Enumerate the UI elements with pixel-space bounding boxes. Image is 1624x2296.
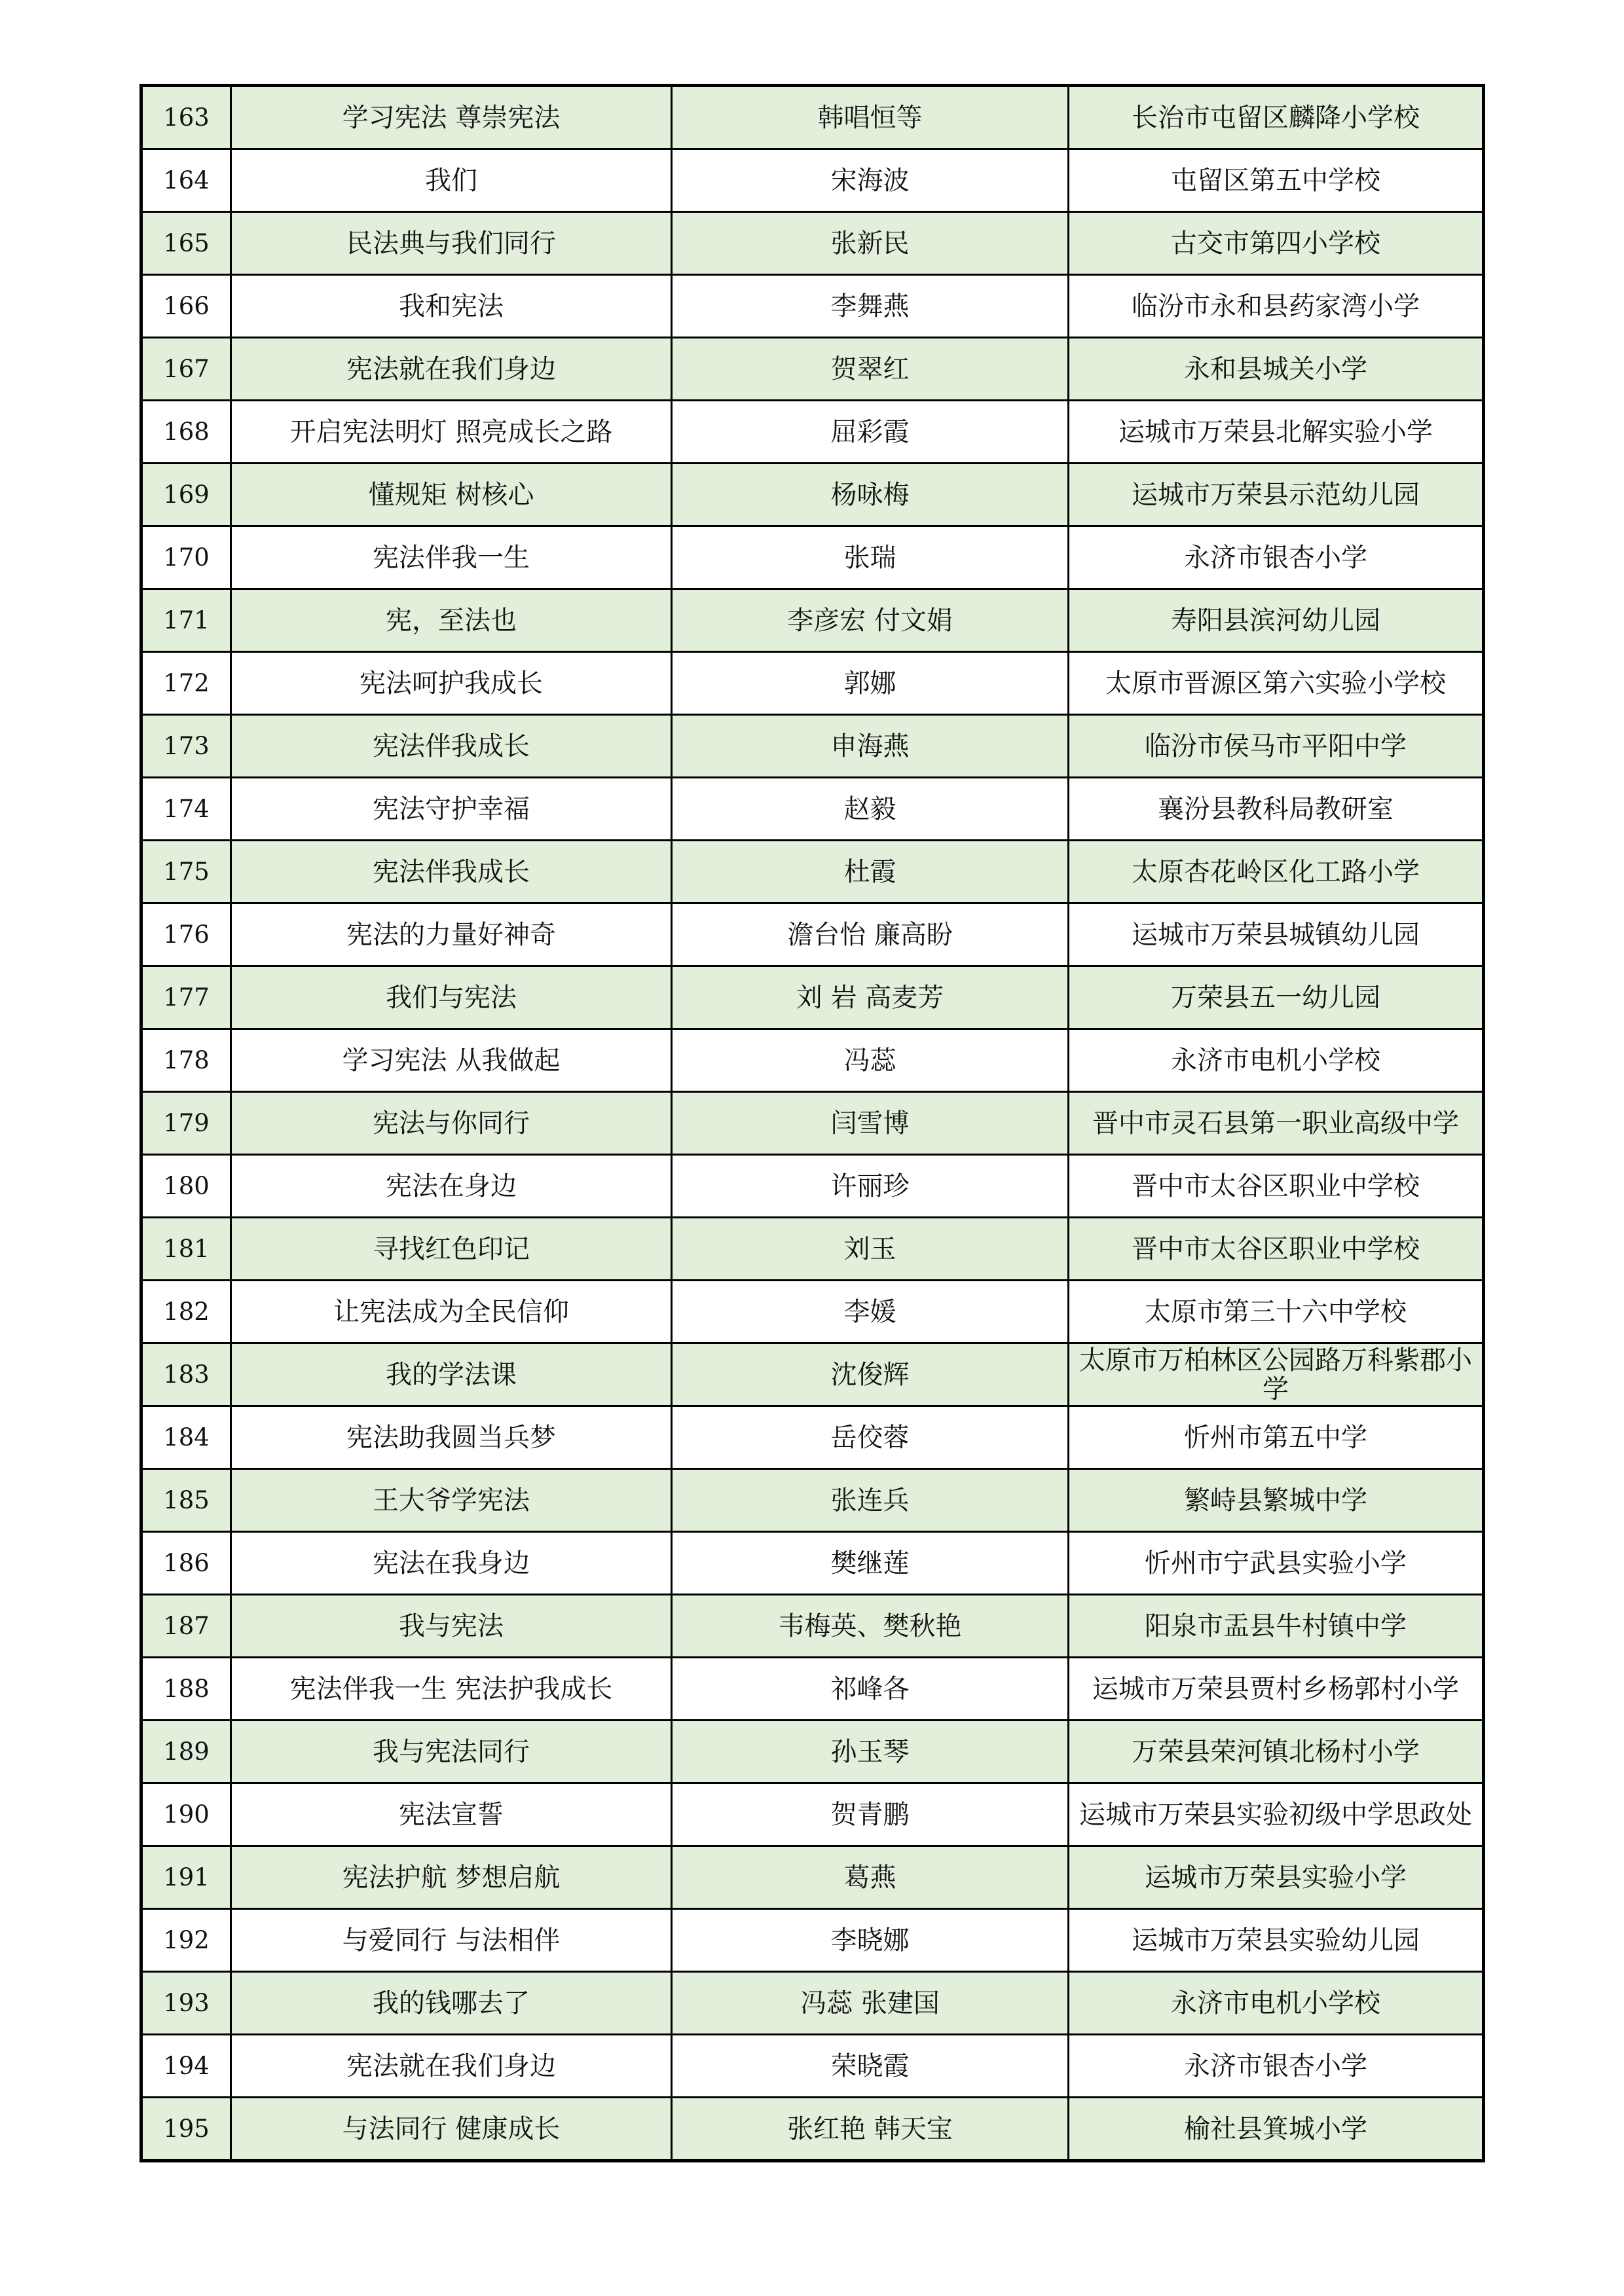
row-number: 174 — [141, 778, 231, 841]
work-title: 宪，至法也 — [231, 589, 672, 652]
school-name: 运城市万荣县北解实验小学 — [1069, 401, 1484, 464]
row-number: 195 — [141, 2098, 231, 2161]
author-name: 祁峰各 — [672, 1658, 1069, 1721]
work-title: 民法典与我们同行 — [231, 212, 672, 275]
work-title: 宪法助我圆当兵梦 — [231, 1406, 672, 1469]
row-number: 170 — [141, 526, 231, 589]
table-row — [141, 1846, 1484, 1909]
row-number: 166 — [141, 275, 231, 338]
school-name: 襄汾县教科局教研室 — [1069, 778, 1484, 841]
row-number: 171 — [141, 589, 231, 652]
work-title: 宪法伴我一生 宪法护我成长 — [231, 1658, 672, 1721]
row-number: 187 — [141, 1595, 231, 1658]
work-title: 与爱同行 与法相伴 — [231, 1909, 672, 1972]
work-title: 宪法护航 梦想启航 — [231, 1846, 672, 1909]
row-number: 167 — [141, 338, 231, 401]
table-row — [141, 526, 1484, 589]
author-name: 荣晓霞 — [672, 2035, 1069, 2098]
table-row — [141, 86, 1484, 149]
school-name: 运城市万荣县城镇幼儿园 — [1069, 903, 1484, 966]
table-row — [141, 1029, 1484, 1092]
work-title: 宪法伴我一生 — [231, 526, 672, 589]
work-title: 宪法伴我成长 — [231, 841, 672, 903]
author-name: 贺翠红 — [672, 338, 1069, 401]
work-title: 我和宪法 — [231, 275, 672, 338]
school-name: 运城市万荣县实验初级中学思政处 — [1069, 1783, 1484, 1846]
table-body — [141, 86, 1484, 2161]
school-name: 运城市万荣县贾村乡杨郭村小学 — [1069, 1658, 1484, 1721]
school-name: 运城市万荣县实验幼儿园 — [1069, 1909, 1484, 1972]
table-row — [141, 589, 1484, 652]
author-name: 张红艳 韩天宝 — [672, 2098, 1069, 2161]
row-number: 188 — [141, 1658, 231, 1721]
row-number: 169 — [141, 464, 231, 526]
work-title: 宪法的力量好神奇 — [231, 903, 672, 966]
row-number: 194 — [141, 2035, 231, 2098]
row-number: 183 — [141, 1343, 231, 1406]
school-name: 万荣县五一幼儿园 — [1069, 966, 1484, 1029]
author-name: 韩唱恒等 — [672, 86, 1069, 149]
author-name: 李晓娜 — [672, 1909, 1069, 1972]
row-number: 178 — [141, 1029, 231, 1092]
table-row — [141, 401, 1484, 464]
school-name: 临汾市侯马市平阳中学 — [1069, 715, 1484, 778]
work-title: 宪法宣誓 — [231, 1783, 672, 1846]
table-row — [141, 1783, 1484, 1846]
row-number: 189 — [141, 1721, 231, 1783]
row-number: 185 — [141, 1469, 231, 1532]
school-name: 繁峙县繁城中学 — [1069, 1469, 1484, 1532]
author-name: 樊继莲 — [672, 1532, 1069, 1595]
school-name: 太原市万柏林区公园路万科紫郡小学 — [1069, 1343, 1484, 1406]
work-title: 开启宪法明灯 照亮成长之路 — [231, 401, 672, 464]
school-name: 太原市第三十六中学校 — [1069, 1281, 1484, 1343]
table-row — [141, 1155, 1484, 1218]
table-row — [141, 1406, 1484, 1469]
author-name: 岳佼蓉 — [672, 1406, 1069, 1469]
school-name: 忻州市第五中学 — [1069, 1406, 1484, 1469]
work-title: 宪法守护幸福 — [231, 778, 672, 841]
school-name: 运城市万荣县示范幼儿园 — [1069, 464, 1484, 526]
school-name: 永和县城关小学 — [1069, 338, 1484, 401]
school-name: 永济市电机小学校 — [1069, 1972, 1484, 2035]
table-row — [141, 1092, 1484, 1155]
school-name: 永济市银杏小学 — [1069, 2035, 1484, 2098]
table-row — [141, 1218, 1484, 1281]
table-row — [141, 1281, 1484, 1343]
table-row — [141, 1721, 1484, 1783]
row-number: 172 — [141, 652, 231, 715]
row-number: 165 — [141, 212, 231, 275]
school-name: 古交市第四小学校 — [1069, 212, 1484, 275]
author-name: 刘玉 — [672, 1218, 1069, 1281]
school-name: 太原杏花岭区化工路小学 — [1069, 841, 1484, 903]
work-title: 与法同行 健康成长 — [231, 2098, 672, 2161]
author-name: 澹台怡 廉高盼 — [672, 903, 1069, 966]
row-number: 173 — [141, 715, 231, 778]
author-name: 韦梅英、樊秋艳 — [672, 1595, 1069, 1658]
table-row — [141, 212, 1484, 275]
table-row — [141, 2098, 1484, 2161]
school-name: 永济市电机小学校 — [1069, 1029, 1484, 1092]
author-name: 张新民 — [672, 212, 1069, 275]
row-number: 175 — [141, 841, 231, 903]
author-name: 葛燕 — [672, 1846, 1069, 1909]
table-row — [141, 1658, 1484, 1721]
school-name: 太原市晋源区第六实验小学校 — [1069, 652, 1484, 715]
work-title: 宪法就在我们身边 — [231, 2035, 672, 2098]
author-name: 冯蕊 — [672, 1029, 1069, 1092]
author-name: 郭娜 — [672, 652, 1069, 715]
award-list-table — [139, 84, 1485, 2162]
work-title: 让宪法成为全民信仰 — [231, 1281, 672, 1343]
table-row — [141, 715, 1484, 778]
table-row — [141, 1595, 1484, 1658]
school-name: 寿阳县滨河幼儿园 — [1069, 589, 1484, 652]
table-row — [141, 1909, 1484, 1972]
work-title: 我的钱哪去了 — [231, 1972, 672, 2035]
author-name: 杜霞 — [672, 841, 1069, 903]
row-number: 190 — [141, 1783, 231, 1846]
work-title: 懂规矩 树核心 — [231, 464, 672, 526]
row-number: 164 — [141, 149, 231, 212]
author-name: 张连兵 — [672, 1469, 1069, 1532]
table-row — [141, 1343, 1484, 1406]
work-title: 宪法伴我成长 — [231, 715, 672, 778]
school-name: 运城市万荣县实验小学 — [1069, 1846, 1484, 1909]
row-number: 191 — [141, 1846, 231, 1909]
table-row — [141, 778, 1484, 841]
work-title: 宪法呵护我成长 — [231, 652, 672, 715]
row-number: 179 — [141, 1092, 231, 1155]
row-number: 176 — [141, 903, 231, 966]
school-name: 永济市银杏小学 — [1069, 526, 1484, 589]
table-row — [141, 1469, 1484, 1532]
author-name: 屈彩霞 — [672, 401, 1069, 464]
row-number: 168 — [141, 401, 231, 464]
table-row — [141, 464, 1484, 526]
table-row — [141, 1532, 1484, 1595]
row-number: 163 — [141, 86, 231, 149]
table-row — [141, 149, 1484, 212]
table-row — [141, 841, 1484, 903]
author-name: 冯蕊 张建国 — [672, 1972, 1069, 2035]
author-name: 李彦宏 付文娟 — [672, 589, 1069, 652]
author-name: 赵毅 — [672, 778, 1069, 841]
author-name: 申海燕 — [672, 715, 1069, 778]
school-name: 晋中市灵石县第一职业高级中学 — [1069, 1092, 1484, 1155]
work-title: 宪法与你同行 — [231, 1092, 672, 1155]
row-number: 193 — [141, 1972, 231, 2035]
author-name: 闫雪博 — [672, 1092, 1069, 1155]
work-title: 我与宪法 — [231, 1595, 672, 1658]
table-row — [141, 652, 1484, 715]
school-name: 晋中市太谷区职业中学校 — [1069, 1218, 1484, 1281]
school-name: 忻州市宁武县实验小学 — [1069, 1532, 1484, 1595]
school-name: 屯留区第五中学校 — [1069, 149, 1484, 212]
row-number: 186 — [141, 1532, 231, 1595]
work-title: 学习宪法 尊崇宪法 — [231, 86, 672, 149]
row-number: 181 — [141, 1218, 231, 1281]
work-title: 我与宪法同行 — [231, 1721, 672, 1783]
table-row — [141, 275, 1484, 338]
table-row — [141, 338, 1484, 401]
author-name: 许丽珍 — [672, 1155, 1069, 1218]
author-name: 宋海波 — [672, 149, 1069, 212]
author-name: 张瑞 — [672, 526, 1069, 589]
table-row — [141, 966, 1484, 1029]
row-number: 177 — [141, 966, 231, 1029]
row-number: 184 — [141, 1406, 231, 1469]
work-title: 王大爷学宪法 — [231, 1469, 672, 1532]
school-name: 榆社县箕城小学 — [1069, 2098, 1484, 2161]
author-name: 贺青鹏 — [672, 1783, 1069, 1846]
school-name: 阳泉市盂县牛村镇中学 — [1069, 1595, 1484, 1658]
work-title: 我们 — [231, 149, 672, 212]
row-number: 182 — [141, 1281, 231, 1343]
table-row — [141, 1972, 1484, 2035]
work-title: 宪法在身边 — [231, 1155, 672, 1218]
table-row — [141, 903, 1484, 966]
row-number: 192 — [141, 1909, 231, 1972]
author-name: 孙玉琴 — [672, 1721, 1069, 1783]
author-name: 杨咏梅 — [672, 464, 1069, 526]
work-title: 我的学法课 — [231, 1343, 672, 1406]
school-name: 长治市屯留区麟降小学校 — [1069, 86, 1484, 149]
table-row — [141, 2035, 1484, 2098]
work-title: 我们与宪法 — [231, 966, 672, 1029]
work-title: 宪法就在我们身边 — [231, 338, 672, 401]
author-name: 李媛 — [672, 1281, 1069, 1343]
author-name: 李舞燕 — [672, 275, 1069, 338]
school-name: 晋中市太谷区职业中学校 — [1069, 1155, 1484, 1218]
author-name: 沈俊辉 — [672, 1343, 1069, 1406]
row-number: 180 — [141, 1155, 231, 1218]
author-name: 刘 岩 高麦芳 — [672, 966, 1069, 1029]
work-title: 寻找红色印记 — [231, 1218, 672, 1281]
work-title: 学习宪法 从我做起 — [231, 1029, 672, 1092]
school-name: 万荣县荣河镇北杨村小学 — [1069, 1721, 1484, 1783]
work-title: 宪法在我身边 — [231, 1532, 672, 1595]
school-name: 临汾市永和县药家湾小学 — [1069, 275, 1484, 338]
